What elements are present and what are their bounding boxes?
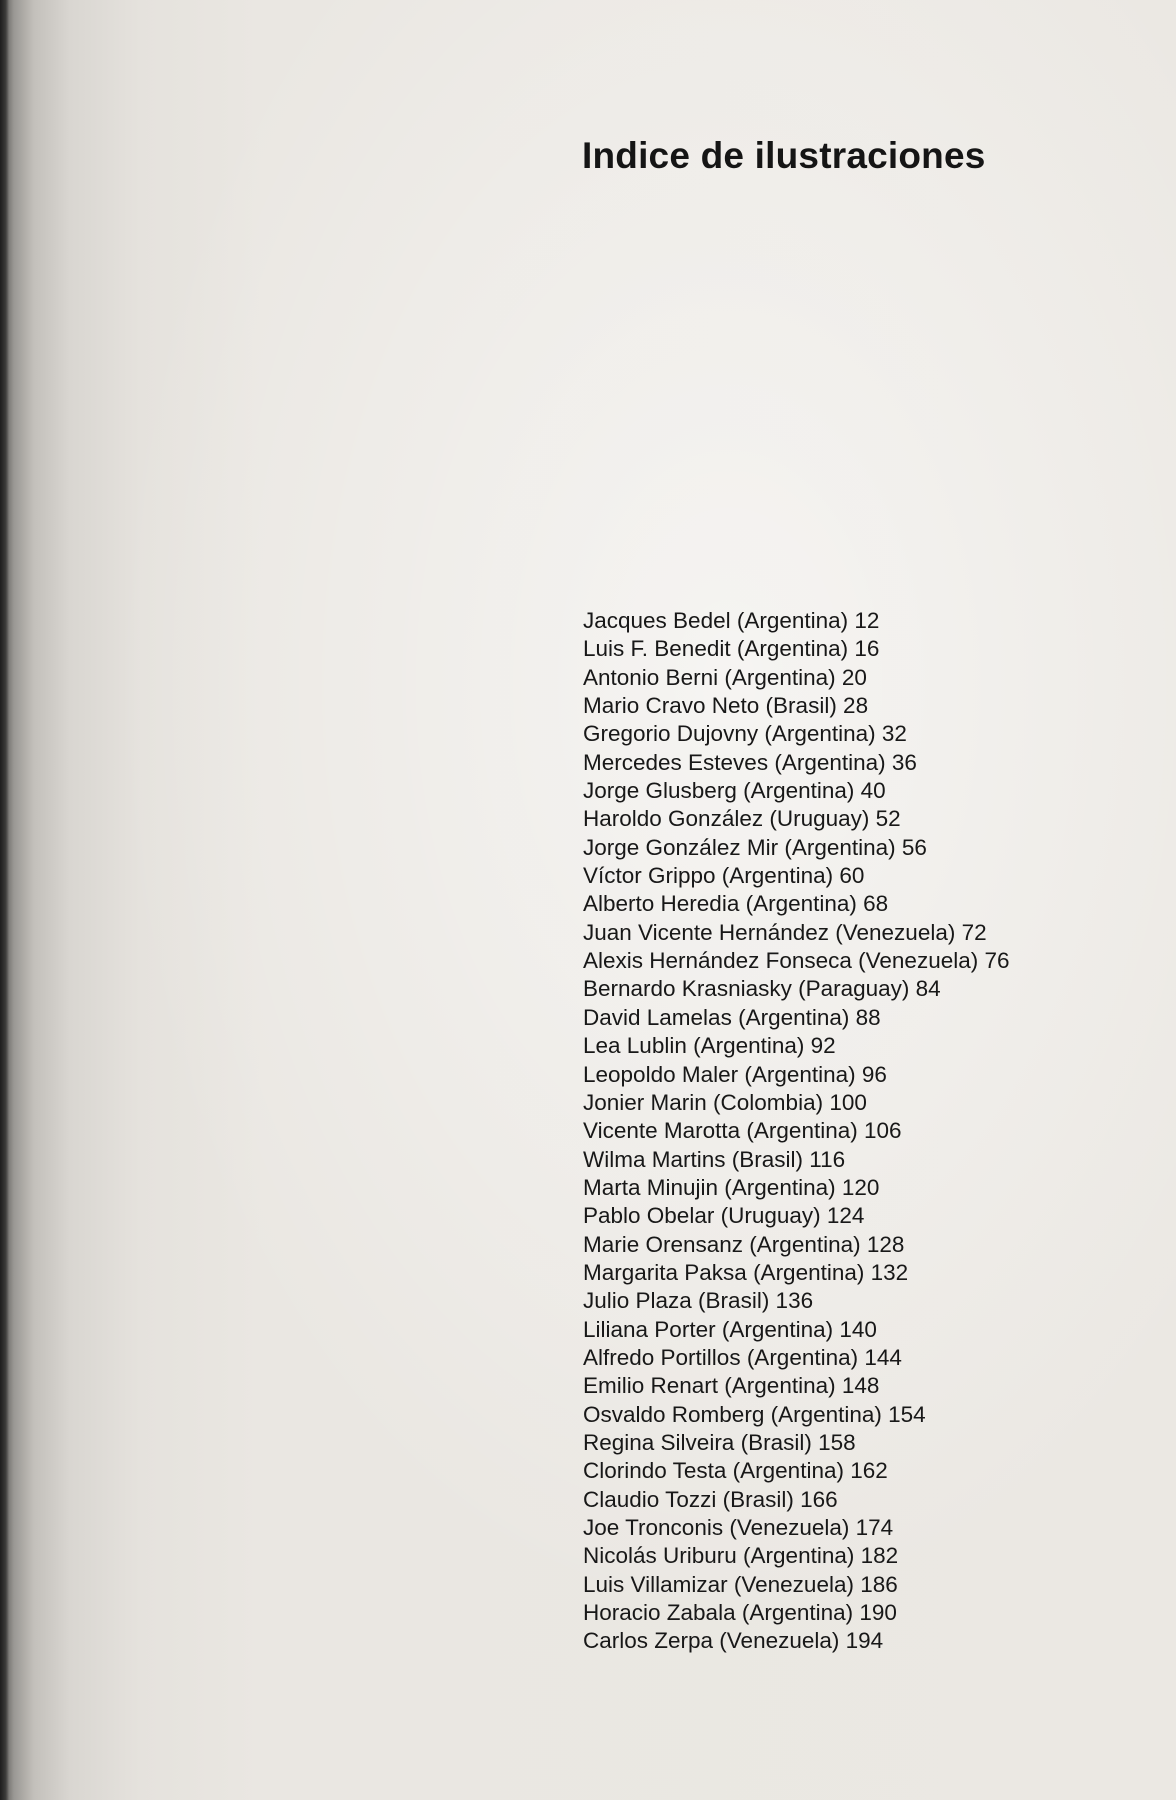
index-entry: Claudio Tozzi (Brasil) 166 bbox=[583, 1486, 838, 1512]
index-entry: Lea Lublin (Argentina) 92 bbox=[583, 1033, 836, 1059]
illustrations-index-list bbox=[583, 607, 1010, 1656]
index-entry: Clorindo Testa (Argentina) 162 bbox=[583, 1458, 888, 1484]
index-entry: Marta Minujin (Argentina) 120 bbox=[583, 1174, 880, 1200]
index-entry: Víctor Grippo (Argentina) 60 bbox=[583, 863, 865, 889]
index-entry: Alfredo Portillos (Argentina) 144 bbox=[583, 1344, 902, 1370]
index-entry: Wilma Martins (Brasil) 116 bbox=[583, 1146, 846, 1172]
index-entry: Carlos Zerpa (Venezuela) 194 bbox=[583, 1628, 884, 1654]
index-entry: Liliana Porter (Argentina) 140 bbox=[583, 1316, 877, 1342]
index-entry: Julio Plaza (Brasil) 136 bbox=[583, 1288, 814, 1314]
index-entry: Luis Villamizar (Venezuela) 186 bbox=[583, 1571, 898, 1597]
index-entry: Mario Cravo Neto (Brasil) 28 bbox=[583, 693, 869, 719]
index-entry: Marie Orensanz (Argentina) 128 bbox=[583, 1231, 905, 1257]
index-entry: Gregorio Dujovny (Argentina) 32 bbox=[583, 721, 907, 747]
page-title: Indice de ilustraciones bbox=[582, 135, 986, 176]
index-entry: Haroldo González (Uruguay) 52 bbox=[583, 806, 901, 832]
index-entry: Emilio Renart (Argentina) 148 bbox=[583, 1373, 880, 1399]
index-entry: Leopoldo Maler (Argentina) 96 bbox=[583, 1061, 887, 1087]
index-entry: Bernardo Krasniasky (Paraguay) 84 bbox=[583, 976, 941, 1002]
index-entry: Osvaldo Romberg (Argentina) 154 bbox=[583, 1401, 926, 1427]
book-gutter bbox=[0, 0, 9, 1800]
index-entry: Joe Tronconis (Venezuela) 174 bbox=[583, 1515, 894, 1540]
index-entry: Jacques Bedel (Argentina) 12 bbox=[583, 608, 880, 633]
index-entry: Pablo Obelar (Uruguay) 124 bbox=[583, 1203, 865, 1229]
index-entry: Alexis Hernández Fonseca (Venezuela) 76 bbox=[583, 948, 1010, 974]
index-entry: Juan Vicente Hernández (Venezuela) 72 bbox=[583, 919, 987, 945]
index-entry: Antonio Berni (Argentina) 20 bbox=[583, 664, 867, 690]
index-entry: Jonier Marin (Colombia) 100 bbox=[583, 1089, 867, 1115]
index-entry: Luis F. Benedit (Argentina) 16 bbox=[583, 636, 880, 662]
index-entry: Alberto Heredia (Argentina) 68 bbox=[583, 891, 889, 917]
index-entry: Mercedes Esteves (Argentina) 36 bbox=[583, 749, 917, 775]
index-entry: David Lamelas (Argentina) 88 bbox=[583, 1004, 881, 1030]
index-entry: Margarita Paksa (Argentina) 132 bbox=[583, 1259, 909, 1285]
index-entry: Horacio Zabala (Argentina) 190 bbox=[583, 1600, 897, 1626]
index-entry: Jorge Glusberg (Argentina) 40 bbox=[583, 778, 886, 804]
index-entry: Vicente Marotta (Argentina) 106 bbox=[583, 1118, 902, 1144]
index-entry: Nicolás Uriburu (Argentina) 182 bbox=[583, 1543, 899, 1569]
index-entry: Regina Silveira (Brasil) 158 bbox=[583, 1429, 856, 1455]
index-entry: Jorge González Mir (Argentina) 56 bbox=[583, 834, 927, 860]
